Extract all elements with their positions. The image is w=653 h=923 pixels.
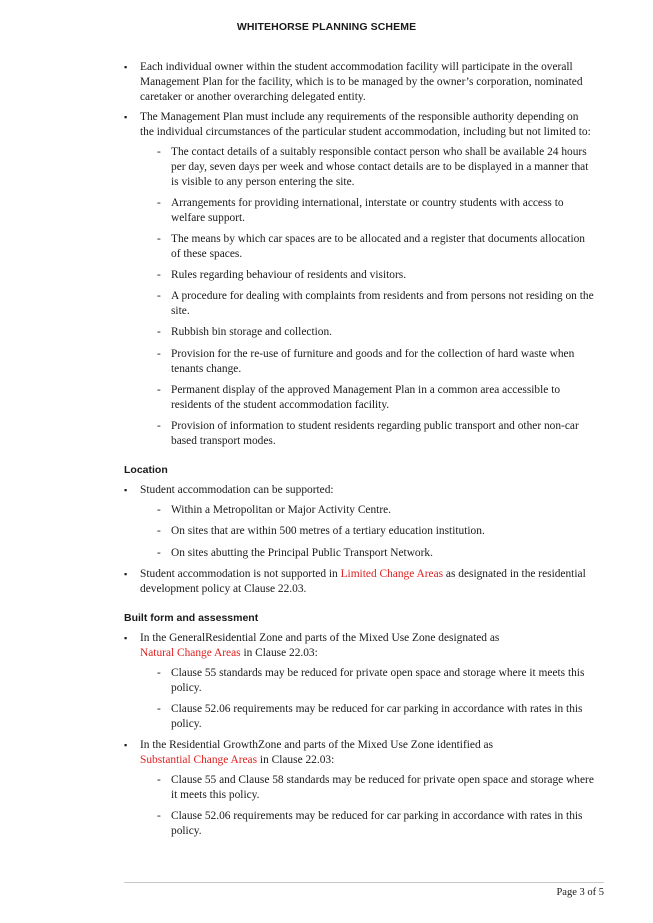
list-item: - Within a Metropolitan or Major Activity Centre. [140,503,594,518]
natural-change-areas-link[interactable]: Natural Change Areas [140,647,241,660]
footer-divider [124,882,604,883]
page-number: Page 3 of 5 [556,887,604,898]
list-item: - The means by which car spaces are to be allocated and a register that documents allocation of these spaces. [140,232,594,262]
natural-change-list [140,666,594,732]
bullet-natural-change [124,631,594,731]
natural-change-clause: in Clause 22.03: [240,647,318,660]
bullet-supported [124,483,594,560]
bullet-substantial-change [124,738,594,838]
bullet-owner-participation: ▪ Each individual owner within the student accommodation facility will participate in the overall Management Plan for the facility, which is to be managed by the owner’s corporation, nominated caretaker or another overarching delegated entity. [124,60,594,104]
not-supported-text: Student accommodation is not supported in [140,568,341,581]
list-item: - The contact details of a suitably responsible contact person who shall be available 24 hours per day, seven days per week and whose contact details are to be displayed in a manner that is visible to any person entering the site. [140,145,594,189]
bullet-not-supported [124,567,594,597]
list-item: - Provision of information to student residents regarding public transport and other non-car based transport modes. [140,419,594,449]
list-item: - Permanent display of the approved Management Plan in a common area accessible to residents of the student accommodation facility. [140,383,594,413]
list-item: - Rubbish bin storage and collection. [140,325,594,340]
substantial-change-intro: ▪ In the Residential GrowthZone and parts of the Mixed Use Zone identified as [140,739,494,752]
substantial-change-list [140,773,594,839]
management-plan-intro: ▪ The Management Plan must include any requirements of the responsible authority depending on the individual circumstances of the particular student accommodation, including but not limited to: [140,111,591,139]
natural-change-line [140,646,594,661]
page-header-title: WHITEHORSE PLANNING SCHEME [236,21,417,33]
not-supported-text-end: as designated in the residential development policy at Clause 22.03. [140,568,586,595]
supported-intro: ▪ Student accommodation can be supported: [140,484,334,497]
list-item: - A procedure for dealing with complaints from residents and from persons not residing on the site. [140,289,594,319]
substantial-change-areas-link[interactable]: Substantial Change Areas [140,753,258,766]
list-item: - Provision for the re-use of furniture and goods and for the collection of hard waste when tenants change. [140,347,594,377]
natural-change-intro: ▪ In the GeneralResidential Zone and parts of the Mixed Use Zone designated as [140,632,500,645]
list-item: - On sites that are within 500 metres of a tertiary education institution. [140,524,594,539]
list-item: - On sites abutting the Principal Public Transport Network. [140,546,594,561]
location-heading: Location [124,463,168,476]
list-item: - Clause 55 and Clause 58 standards may be reduced for private open space and storage where it meets this policy. [140,773,594,803]
list-item: - Arrangements for providing international, interstate or country students with access to welfare support. [140,196,594,226]
list-item: - Clause 55 standards may be reduced for private open space and storage where it meets this policy. [140,666,594,696]
substantial-change-line [140,753,594,768]
limited-change-areas-link[interactable]: Limited Change Areas [340,568,444,581]
list-item: - Rules regarding behaviour of residents and visitors. [140,268,594,283]
document-body [124,60,594,845]
list-item: - Clause 52.06 requirements may be reduced for car parking in accordance with rates in this policy. [140,809,594,839]
management-plan-list [140,145,594,449]
bullet-management-plan [124,110,594,448]
supported-list [140,503,594,560]
substantial-change-clause: in Clause 22.03: [257,753,335,766]
built-form-heading: Built form and assessment [124,611,259,624]
list-item: - Clause 52.06 requirements may be reduced for car parking in accordance with rates in this policy. [140,702,594,732]
